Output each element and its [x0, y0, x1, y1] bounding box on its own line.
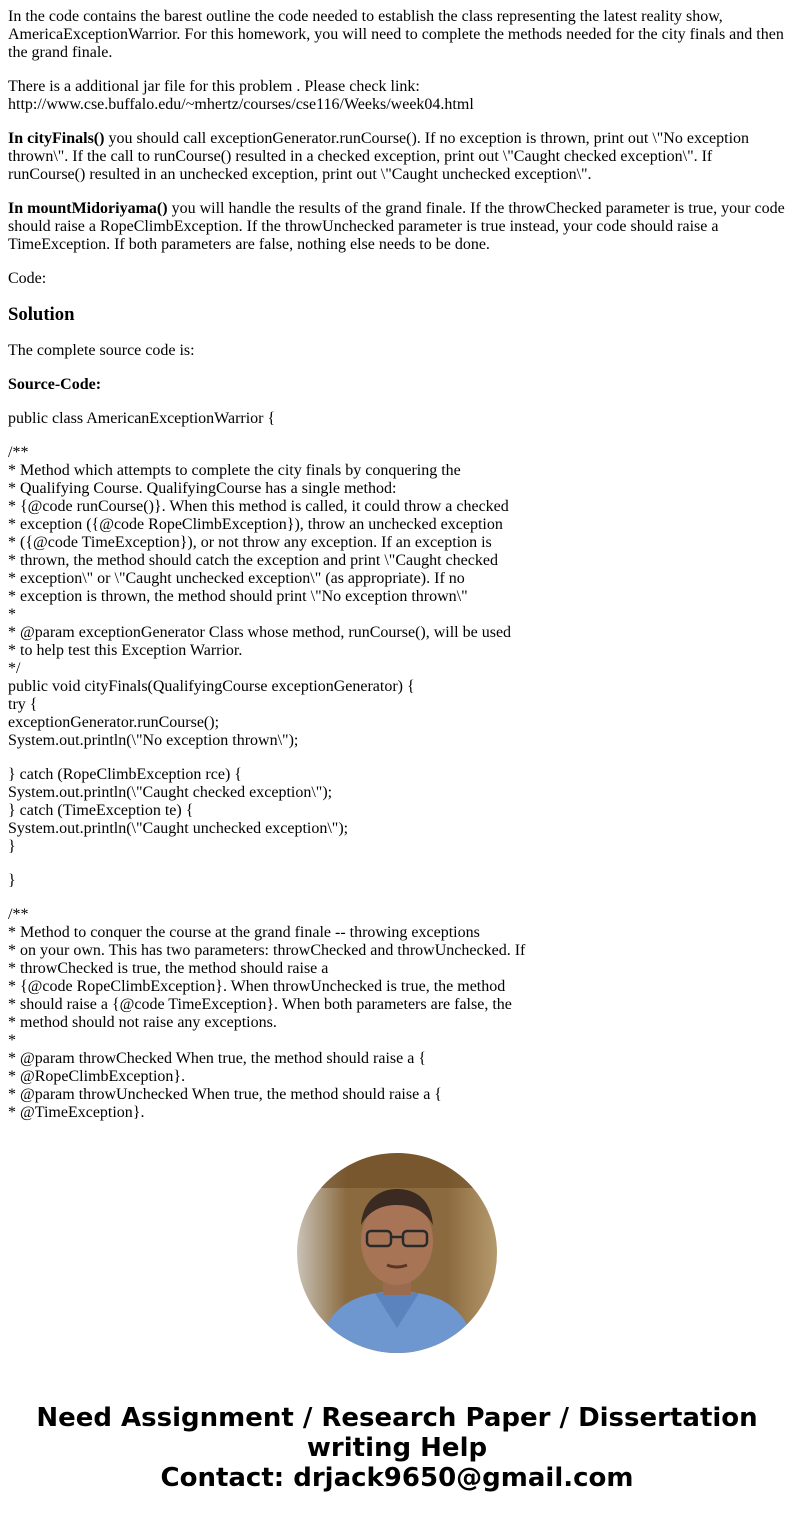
- promo-line-1: Need Assignment / Research Paper / Dissertation: [36, 1403, 758, 1433]
- code-line: * @param throwChecked When true, the method should raise a {: [8, 1050, 426, 1067]
- city-finals-label: In cityFinals(): [8, 130, 105, 147]
- promo-banner: [0, 1403, 794, 1493]
- code-line: exceptionGenerator.runCourse();: [8, 714, 220, 731]
- jar-note-paragraph: [8, 78, 788, 114]
- promo-line-2: writing Help: [306, 1433, 488, 1463]
- code-line: } catch (TimeException te) {: [8, 802, 194, 819]
- mount-midoriyama-label: In mountMidoriyama(): [8, 200, 168, 217]
- code-line: * to help test this Exception Warrior.: [8, 642, 243, 659]
- code-block-mount-midoriyama: [8, 906, 788, 1122]
- code-line: }: [8, 838, 16, 855]
- code-line: *: [8, 606, 16, 623]
- source-code-label: Source-Code:: [8, 376, 102, 393]
- promo-contact: Contact: drjack9650@gmail.com: [160, 1463, 634, 1493]
- code-line: System.out.println(\"No exception thrown\");: [8, 732, 299, 749]
- jar-note-text: There is a additional jar file for this problem . Please check link:: [8, 78, 420, 95]
- code-line: * throwChecked is true, the method should raise a: [8, 960, 329, 977]
- code-block-catch: [8, 766, 788, 856]
- code-line: * @TimeException}.: [8, 1104, 145, 1121]
- jar-note-link: http://www.cse.buffalo.edu/~mhertz/courses/cse116/Weeks/week04.html: [8, 96, 474, 113]
- code-line: * method should not raise any exceptions.: [8, 1014, 277, 1031]
- city-finals-text: you should call exceptionGenerator.runCourse(). If no exception is thrown, print out \"No exception thrown\". If the call to runCourse() resulted in a checked exception, print out \"Caught checked exception\". If runCourse() resulted in an unchecked exception, print out \"Caught unchecked exception\".: [8, 130, 750, 183]
- author-portrait: [297, 1153, 497, 1353]
- article-content: [8, 8, 788, 1124]
- method-close-brace: }: [8, 872, 16, 889]
- code-line: */: [8, 660, 21, 677]
- code-line: * {@code runCourse()}. When this method is called, it could throw a checked: [8, 498, 509, 515]
- mount-midoriyama-text: you will handle the results of the grand finale. If the throwChecked parameter is true, your code should raise a RopeClimbException. If the throwUnchecked parameter is true instead, your code should raise a TimeException. If both parameters are false, nothing else needs to be done.: [8, 200, 785, 253]
- code-line: } catch (RopeClimbException rce) {: [8, 766, 242, 783]
- code-line: * exception ({@code RopeClimbException}), throw an unchecked exception: [8, 516, 503, 533]
- code-line: * should raise a {@code TimeException}. When both parameters are false, the: [8, 996, 512, 1013]
- code-label: Code:: [8, 270, 47, 287]
- code-line: * exception is thrown, the method should print \"No exception thrown\": [8, 588, 468, 605]
- portrait-illustration: [297, 1153, 497, 1353]
- code-line: System.out.println(\"Caught unchecked exception\");: [8, 820, 349, 837]
- code-line: * @param exceptionGenerator Class whose method, runCourse(), will be used: [8, 624, 512, 641]
- code-block-city-finals: [8, 444, 788, 750]
- city-finals-paragraph: [8, 130, 788, 184]
- solution-heading: Solution: [8, 304, 75, 325]
- code-line: * Method to conquer the course at the grand finale -- throwing exceptions: [8, 924, 480, 941]
- code-line: System.out.println(\"Caught checked exception\");: [8, 784, 333, 801]
- code-line: * Qualifying Course. QualifyingCourse has a single method:: [8, 480, 397, 497]
- code-line: * thrown, the method should catch the exception and print \"Caught checked: [8, 552, 498, 569]
- code-line: * @param throwUnchecked When true, the method should raise a {: [8, 1086, 442, 1103]
- source-code-label-paragraph: [8, 376, 788, 394]
- mount-midoriyama-paragraph: [8, 200, 788, 254]
- code-line: * on your own. This has two parameters: throwChecked and throwUnchecked. If: [8, 942, 526, 959]
- code-line: /**: [8, 444, 29, 461]
- code-line: * exception\" or \"Caught unchecked exception\" (as appropriate). If no: [8, 570, 465, 587]
- complete-source-text: The complete source code is:: [8, 342, 195, 359]
- class-declaration: public class AmericanExceptionWarrior {: [8, 410, 276, 427]
- photo-background-top: [297, 1153, 497, 1188]
- code-line: * @RopeClimbException}.: [8, 1068, 186, 1085]
- code-line: *: [8, 1032, 16, 1049]
- code-line: * Method which attempts to complete the city finals by conquering the: [8, 462, 461, 479]
- code-line: try {: [8, 696, 38, 713]
- code-line: public void cityFinals(QualifyingCourse exceptionGenerator) {: [8, 678, 415, 695]
- code-line: * ({@code TimeException}), or not throw any exception. If an exception is: [8, 534, 492, 551]
- code-line: * {@code RopeClimbException}. When throwUnchecked is true, the method: [8, 978, 506, 995]
- code-line: /**: [8, 906, 29, 923]
- intro-paragraph: In the code contains the barest outline the code needed to establish the class representing the latest reality show, AmericaExceptionWarrior. For this homework, you will need to complete the methods needed for the city finals and then the grand finale.: [8, 8, 784, 61]
